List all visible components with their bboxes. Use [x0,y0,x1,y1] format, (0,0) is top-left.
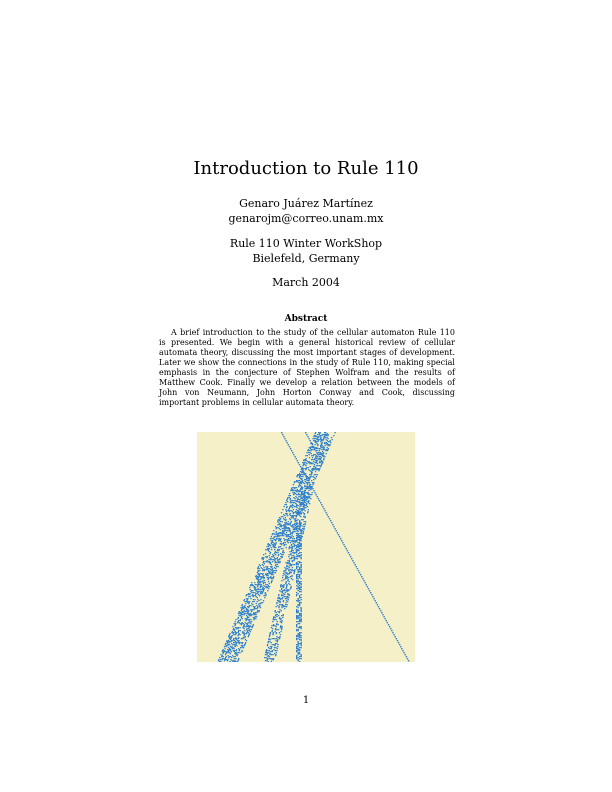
glider-pattern [218,432,409,662]
paper-date: March 2004 [272,276,340,289]
venue-name: Rule 110 Winter WorkShop [229,237,383,250]
rule110-evolution-image [197,432,415,662]
abstract-paragraph: A brief introduction to the study of the cellular automaton Rule 110 is presented. We begin with a general historical review of cellular automata theory, discussing the most important stages of development. Later we show the connections in the study of Rule 110, making special emphasis in the conjecture of Stephen Wolfram and the results of Matthew Cook. Finally we develop a relation between the models of John von Neumann, John Horton Conway and Cook, discussing important problems in cellular automata theory. [159,328,455,407]
rule110-evolution-figure [197,432,415,662]
page-number: 1 [302,695,310,706]
abstract-text [159,328,455,408]
author-block [0,196,612,226]
author-email: genarojm@correo.unam.mx [228,212,384,225]
venue-block [0,236,612,266]
paper-title: Introduction to Rule 110 [193,158,419,179]
abstract-heading: Abstract [284,314,328,324]
venue-location: Bielefeld, Germany [252,252,360,265]
author-name: Genaro Juárez Martínez [239,197,373,210]
